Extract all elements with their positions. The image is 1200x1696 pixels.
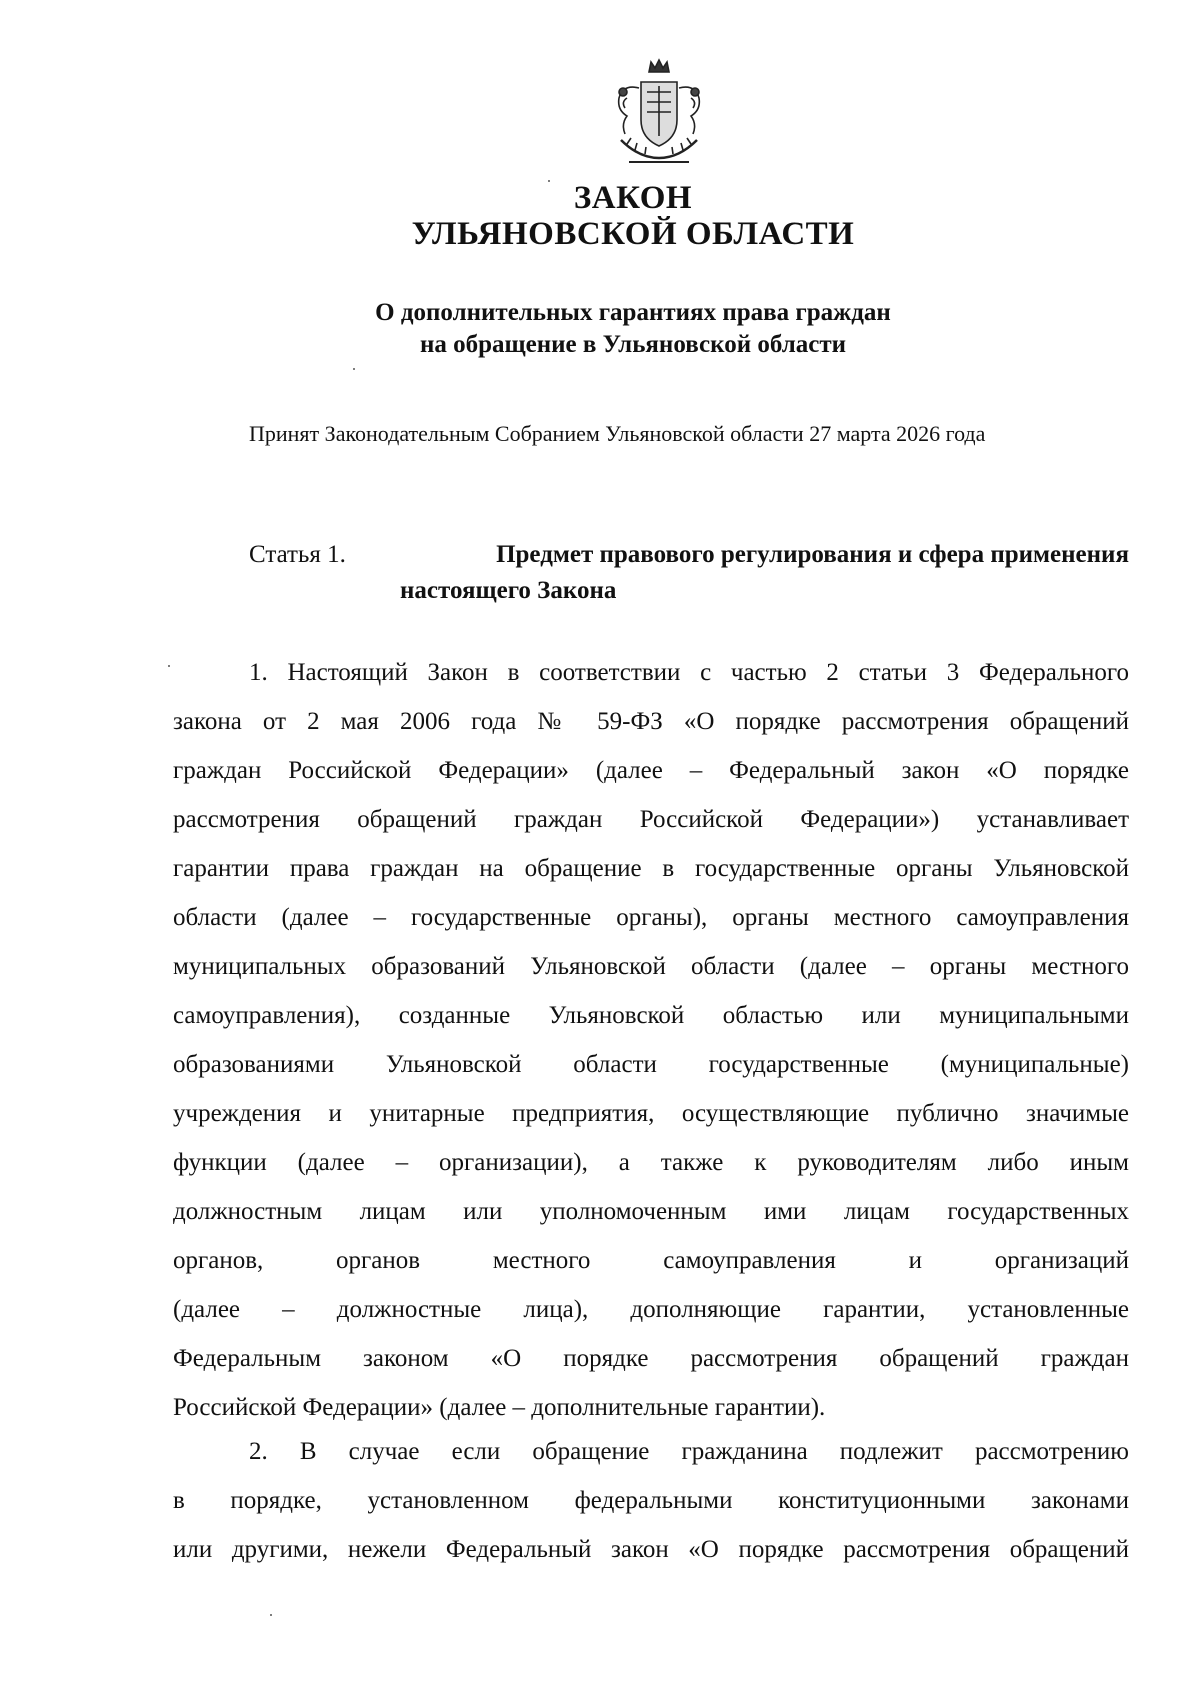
- paragraph-line: или другими, нежели Федеральный закон «О порядке рассмотрения обращений: [173, 1536, 1129, 1563]
- paragraph-line: граждан Российской Федерации» (далее – Федеральный закон «О порядке: [173, 757, 1129, 784]
- article-title-line2: настоящего Закона: [400, 577, 617, 604]
- paragraph-line: 2. В случае если обращение гражданина подлежит рассмотрению: [249, 1438, 1129, 1465]
- paragraph-2: [173, 1427, 1129, 1574]
- paragraph-line: гарантии права граждан на обращение в государственные органы Ульяновской: [173, 855, 1129, 882]
- scan-speck: [168, 665, 170, 667]
- paragraph-line: образованиями Ульяновской области государственные (муниципальные): [173, 1051, 1129, 1078]
- paragraph-line: должностным лицам или уполномоченным ими лицам государственных: [173, 1198, 1129, 1225]
- paragraph-line: 1. Настоящий Закон в соответствии с частью 2 статьи 3 Федерального: [249, 659, 1129, 686]
- paragraph-1: [173, 648, 1129, 1432]
- paragraph-line: функции (далее – организации), а также к руководителям либо иным: [173, 1149, 1129, 1176]
- article-title-line1: Предмет правового регулирования и сфера применения: [496, 541, 1129, 568]
- scan-speck: [270, 1614, 272, 1616]
- scan-speck: [548, 180, 550, 182]
- paragraph-line: Федеральным законом «О порядке рассмотрения обращений граждан: [173, 1345, 1129, 1372]
- adoption-note: Принят Законодательным Собранием Ульяновской области 27 марта 2026 года: [249, 421, 986, 446]
- paragraph-line: самоуправления), созданные Ульяновской областью или муниципальными: [173, 1002, 1129, 1029]
- paragraph-line: области (далее – государственные органы), органы местного самоуправления: [173, 904, 1129, 931]
- article-heading: [249, 538, 1129, 608]
- scan-speck: [353, 368, 355, 370]
- paragraph-line: закона от 2 мая 2006 года № 59-ФЗ «О порядке рассмотрения обращений: [173, 708, 1129, 735]
- paragraph-line: муниципальных образований Ульяновской области (далее – органы местного: [173, 953, 1129, 980]
- paragraph-line: в порядке, установленном федеральными конституционными законами: [173, 1487, 1129, 1514]
- paragraph-line: рассмотрения обращений граждан Российской Федерации») устанавливает: [173, 806, 1129, 833]
- paragraph-line: (далее – должностные лица), дополняющие гарантии, установленные: [173, 1296, 1129, 1323]
- paragraph-line: учреждения и унитарные предприятия, осуществляющие публично значимые: [173, 1100, 1129, 1127]
- paragraph-line: органов, органов местного самоуправления и организаций: [173, 1247, 1129, 1274]
- law-subject-line1: О дополнительных гарантиях права граждан: [375, 299, 891, 326]
- coat-of-arms-icon: [599, 58, 719, 170]
- law-subject-line2: на обращение в Ульяновской области: [419, 331, 847, 358]
- law-title: ЗАКОН: [573, 180, 693, 216]
- article-label: Статья 1.: [249, 541, 346, 568]
- paragraph-line: Российской Федерации» (далее – дополнительные гарантии).: [173, 1394, 826, 1421]
- law-region-title: УЛЬЯНОВСКОЙ ОБЛАСТИ: [411, 216, 855, 252]
